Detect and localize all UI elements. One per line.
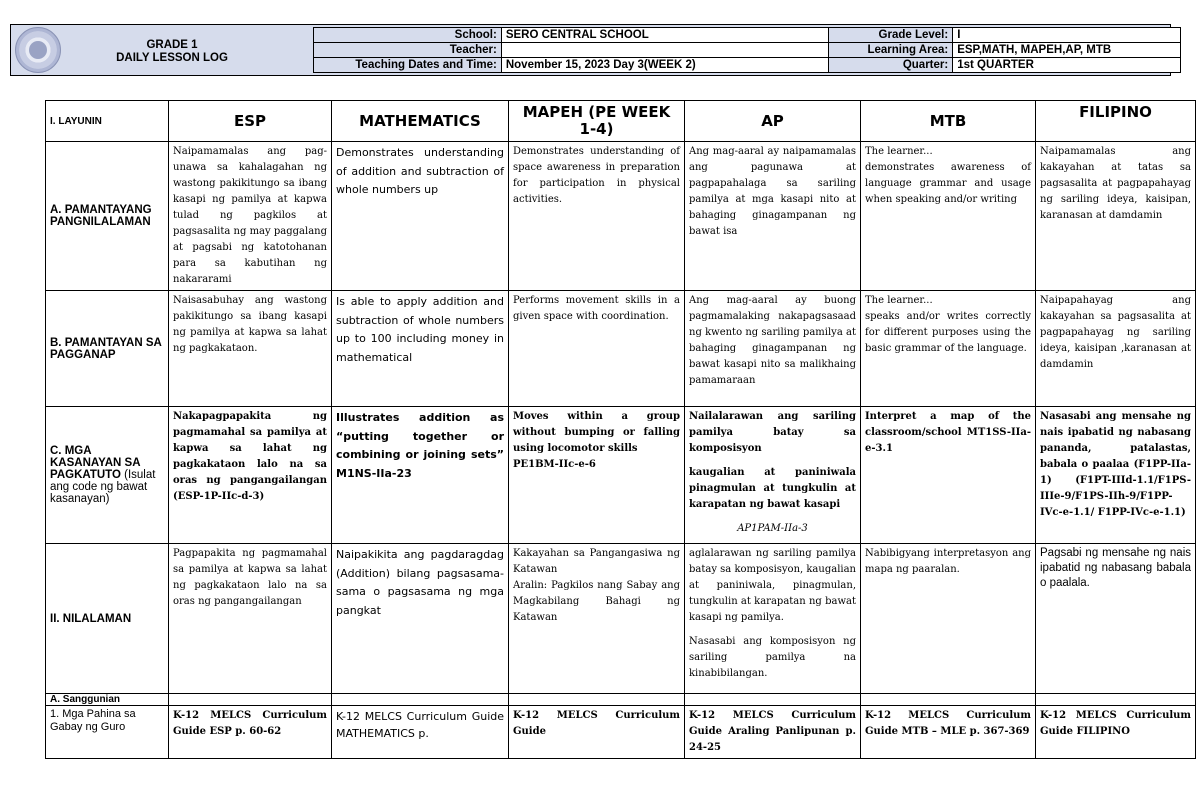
cell-mapeh[interactable]: Demonstrates understanding of space awareness in preparation for participation in physical activities. <box>509 142 685 291</box>
cell-filipino[interactable]: K-12 MELCS Curriculum Guide FILIPINO <box>1036 706 1196 759</box>
cell-math[interactable]: Demonstrates understanding of addition and subtraction of whole numbers up <box>332 142 509 291</box>
table-row <box>46 291 1196 407</box>
col-mapeh: MAPEH (PE WEEK 1-4) <box>509 101 685 142</box>
cell-mtb[interactable] <box>861 291 1036 407</box>
column-header-row <box>46 101 1196 142</box>
cell-math[interactable]: Naipakikita ang pagdaragdag (Addition) bilang pagsasama-sama o pagsasama ng mga pangkat <box>332 544 509 694</box>
learning-area-value[interactable]: ESP,MATH, MAPEH,AP, MTB <box>953 43 1181 58</box>
row-label-text: II. NILALAMAN <box>50 612 132 625</box>
mapeh-skill: Moves within a group without bumping or falling using locomotor skills <box>513 411 680 454</box>
grade-level-value[interactable]: I <box>953 28 1181 43</box>
col-ap: AP <box>685 101 861 142</box>
lesson-log-header <box>10 24 1171 76</box>
cell-ap[interactable] <box>685 694 861 706</box>
grade-label: GRADE 1 <box>146 39 198 51</box>
cell-ap[interactable]: Ang mag-aaral ay buong pagmamalaking nakapagsasaad ng kwento ng sariling pamilya at bahaging ginagampanan ng bawat kasapi nito sa malikhaing pamamaraan <box>685 291 861 407</box>
row-label-pamantayan-sa-pagganap: B. PAMANTAYAN SA PAGGANAP <box>46 291 169 407</box>
cell-filipino[interactable]: Pagsabi ng mensahe ng nais ipabatid ng nabasang babala o paalala. <box>1036 544 1196 694</box>
col-esp: ESP <box>169 101 332 142</box>
dates-label: Teaching Dates and Time: <box>314 58 502 73</box>
row-label-nilalaman <box>46 544 169 694</box>
mtb-standard: speaks and/or writes correctly for different purposes using the basic grammar of the language. <box>865 311 1031 354</box>
table-row <box>46 694 1196 706</box>
mapeh-code: PE1BM-IIc-e-6 <box>513 459 596 470</box>
school-label: School: <box>314 28 502 43</box>
col-mtb: MTB <box>861 101 1036 142</box>
sanggunian-label: A. Sanggunian <box>50 694 120 705</box>
cell-esp[interactable] <box>169 694 332 706</box>
row-label-text: C. MGA KASANAYAN SA PAGKATUTO <box>50 445 141 481</box>
mapeh-lesson: Aralin: Pagkilos nang Sabay ang Magkabilang Bahagi ng Katawan <box>513 580 680 623</box>
cell-esp[interactable]: Pagpapakita ng pagmamahal sa pamilya at kapwa sa lahat ng pagkakataon lalo na sa oras ng pangangailangan <box>169 544 332 694</box>
row-label-pamantayang-pangnilalaman: A. PAMANTAYANG PANGNILALAMAN <box>46 142 169 291</box>
row-label-pahina: 1. Mga Pahina sa Gabay ng Guro <box>46 706 169 759</box>
cell-esp[interactable]: K-12 MELCS Curriculum Guide ESP p. 60-62 <box>169 706 332 759</box>
col-math: MATHEMATICS <box>332 101 509 142</box>
table-row <box>46 706 1196 759</box>
mtb-standard: demonstrates awareness of language grammar and usage when speaking and/or writing <box>865 162 1031 205</box>
ap-skill-2: kaugalian at paniniwala pinagmulan at tungkulin at karapatan ng bawat kasapi <box>689 467 856 510</box>
cell-mtb[interactable]: K-12 MELCS Curriculum Guide MTB – MLE p. 367-369 <box>861 706 1036 759</box>
cell-mtb[interactable]: Interpret a map of the classroom/school MT1SS-IIa-e-3.1 <box>861 407 1036 544</box>
cell-mtb[interactable] <box>861 694 1036 706</box>
quarter-label: Quarter: <box>829 58 953 73</box>
cell-math[interactable]: Is able to apply addition and subtraction of whole numbers up to 100 including money in mathematical <box>332 291 509 407</box>
table-row <box>46 544 1196 694</box>
cell-math[interactable]: Illustrates addition as “putting together or combining or joining sets” M1NS-IIa-23 <box>332 407 509 544</box>
grade-level-label: Grade Level: <box>829 28 953 43</box>
ap-code: AP1PAM-IIa-3 <box>737 523 808 534</box>
log-title: DAILY LESSON LOG <box>116 52 228 64</box>
col-filipino: FILIPINO <box>1036 101 1196 142</box>
mtb-learner: The learner... <box>865 295 933 306</box>
mtb-learner: The learner... <box>865 146 933 157</box>
cell-mapeh[interactable]: K-12 MELCS Curriculum Guide <box>509 706 685 759</box>
dates-value[interactable]: November 15, 2023 Day 3(WEEK 2) <box>501 58 829 73</box>
cell-math[interactable] <box>332 694 509 706</box>
cell-mtb[interactable] <box>861 142 1036 291</box>
cell-mapeh[interactable]: Performs movement skills in a given space with coordination. <box>509 291 685 407</box>
row-label-sanggunian <box>46 694 169 706</box>
row-label-note: (Isulat ang code ng bawat kasanayan) <box>50 469 156 505</box>
cell-esp[interactable]: Naisasabuhay ang wastong pakikitungo sa ibang kasapi ng pamilya at kapwa sa lahat ng pagkakataon. <box>169 291 332 407</box>
cell-filipino[interactable]: Naipamamalas ang kakayahan at tatas sa pagsasalita at pagpapahayag ng sariling ideya, kaisipan, karanasan at damdamin <box>1036 142 1196 291</box>
cell-esp[interactable]: Naipamamalas ang pag-unawa sa kahalagahan ng wastong pakikitungo sa ibang kasapi ng pamilya at kapwa tulad ng pagkilos at pagsasalita ng may paggalang at pagsabi ng katotohanan para sa kabutihan ng nakararami <box>169 142 332 291</box>
teacher-label: Teacher: <box>314 43 502 58</box>
header-info-table <box>313 27 1181 73</box>
cell-math[interactable]: K-12 MELCS Curriculum Guide MATHEMATICS p. <box>332 706 509 759</box>
ap-content-2: Nasasabi ang komposisyon ng sariling pamilya na kinabibilangan. <box>689 636 856 679</box>
cell-esp[interactable]: Nakapagpapakita ng pagmamahal sa pamilya at kapwa sa lahat ng pagkakataon lalo na sa oras ng pangangailangan (ESP-1P-IIc-d-3) <box>169 407 332 544</box>
deped-seal-icon <box>15 27 61 73</box>
row-label-kasanayan-sa-pagkatuto <box>46 407 169 544</box>
cell-filipino[interactable]: Naipapahayag ang kakayahan sa pagsasalita at pagpapahayag ng sariling ideya, kaisipan ,karanasan at damdamin <box>1036 291 1196 407</box>
school-value[interactable]: SERO CENTRAL SCHOOL <box>501 28 829 43</box>
cell-mapeh[interactable] <box>509 544 685 694</box>
cell-filipino[interactable] <box>1036 694 1196 706</box>
table-row <box>46 407 1196 544</box>
table-row <box>46 142 1196 291</box>
quarter-value[interactable]: 1st QUARTER <box>953 58 1181 73</box>
cell-mtb[interactable]: Nabibigyang interpretasyon ang mapa ng paaralan. <box>861 544 1036 694</box>
cell-mapeh[interactable] <box>509 694 685 706</box>
learning-area-label: Learning Area: <box>829 43 953 58</box>
cell-mapeh[interactable] <box>509 407 685 544</box>
header-title <box>63 39 281 65</box>
cell-ap[interactable]: Ang mag-aaral ay naipamamalas ang pagunawa at pagpapahalaga sa sariling pamilya at mga kasapi nito at bahaging ginagampanan ng bawat isa <box>685 142 861 291</box>
ap-skill: Nailalarawan ang sariling pamilya batay sa komposisyon <box>689 411 856 454</box>
ap-content: aglalarawan ng sariling pamilya batay sa komposisyon, kaugalian at paniniwala, pinagmulan, tungkulin at karapatan ng bawat kasapi ng pamilya. <box>689 548 856 623</box>
cell-ap[interactable] <box>685 407 861 544</box>
cell-filipino[interactable]: Nasasabi ang mensahe ng nais ipabatid ng nabasang pananda, patalastas, babala o paalaa (F1PP-IIa-1) (F1PT-IIId-1.1/F1PS-IIIe-9/F1PS-IIh-9/F1PP-IVc-e-1.1/ F1PP-IVc-e-1.1) <box>1036 407 1196 544</box>
cell-ap[interactable] <box>685 544 861 694</box>
teacher-value[interactable] <box>501 43 829 58</box>
col-layunin: I. LAYUNIN <box>46 101 169 142</box>
lesson-log-table <box>45 100 1196 759</box>
mapeh-topic: Kakayahan sa Pangangasiwa ng Katawan <box>513 548 680 575</box>
cell-ap[interactable]: K-12 MELCS Curriculum Guide Araling Panlipunan p. 24-25 <box>685 706 861 759</box>
